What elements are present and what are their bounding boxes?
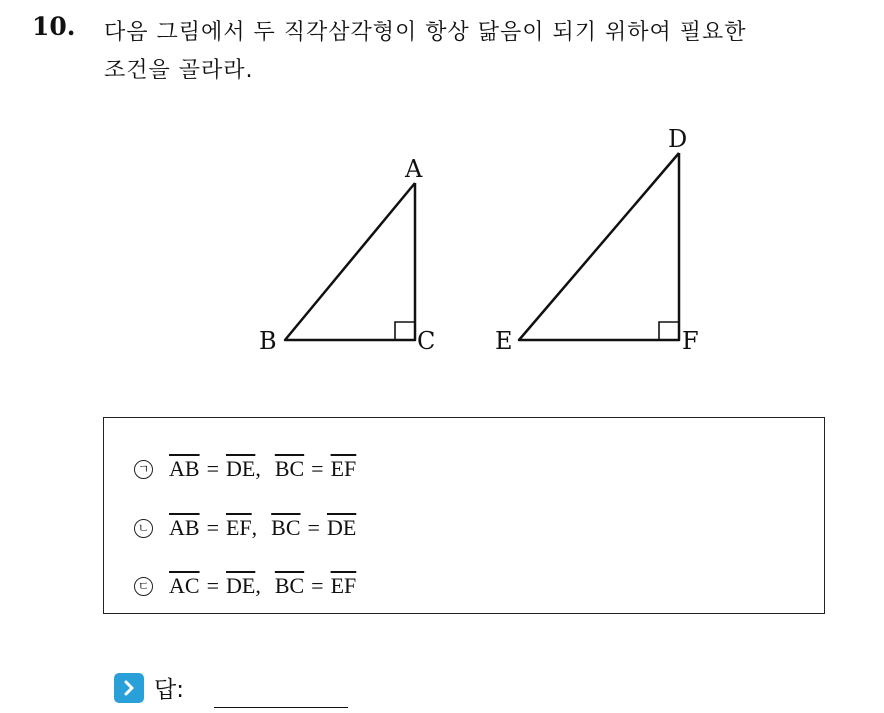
triangle-def: [495, 125, 699, 355]
segment: $\overline{DE}$: [225, 573, 256, 598]
answer-label: 답:: [154, 677, 184, 703]
question-text-line2: 조건을 골라라.: [104, 58, 254, 83]
segment: $\overline{AB}$: [169, 456, 200, 481]
choice-marker: ㄱ: [134, 460, 153, 479]
label-b: B: [259, 327, 277, 355]
chevron-right-icon: [114, 673, 144, 703]
segment: $\overline{AC}$: [169, 573, 200, 598]
question-number: 10.: [32, 12, 76, 41]
choices-box: [103, 417, 825, 614]
segment: $\overline{BC}$: [274, 573, 305, 598]
segment: $\overline{DE}$: [225, 456, 256, 481]
segment: $\overline{DE}$: [326, 515, 357, 540]
segment: $\overline{EF}$: [330, 456, 357, 481]
triangle-abc: [259, 155, 435, 355]
answer-row: [114, 671, 184, 704]
segment: $\overline{EF}$: [225, 515, 252, 540]
label-a: A: [405, 155, 423, 183]
segment: $\overline{BC}$: [271, 515, 301, 540]
segment: $\overline{BC}$: [274, 456, 305, 481]
label-e: E: [495, 327, 513, 355]
label-d: D: [668, 125, 688, 153]
label-c: C: [417, 327, 436, 355]
segment: $\overline{EF}$: [330, 573, 357, 598]
answer-blank[interactable]: [214, 707, 348, 708]
choice-marker: ㄴ: [134, 519, 153, 538]
choice-2: ㄴ $\overline{AB}$ = $\overline{EF}$ , $\overline{BC}$ = $\overline{DE}$: [134, 513, 356, 543]
segment: $\overline{AB}$: [169, 515, 200, 540]
label-f: F: [682, 327, 699, 355]
choice-3: ㄷ $\overline{AC}$ = $\overline{DE}$ , $\overline{BC}$ = $\overline{EF}$: [134, 571, 356, 601]
question-text-line1: 다음 그림에서 두 직각삼각형이 항상 닮음이 되기 위하여 필요한: [104, 20, 747, 45]
choice-marker: ㄷ: [134, 577, 153, 596]
choice-1: ㄱ $\overline{AB}$ = $\overline{DE}$ , $\overline{BC}$ = $\overline{EF}$: [134, 454, 356, 484]
